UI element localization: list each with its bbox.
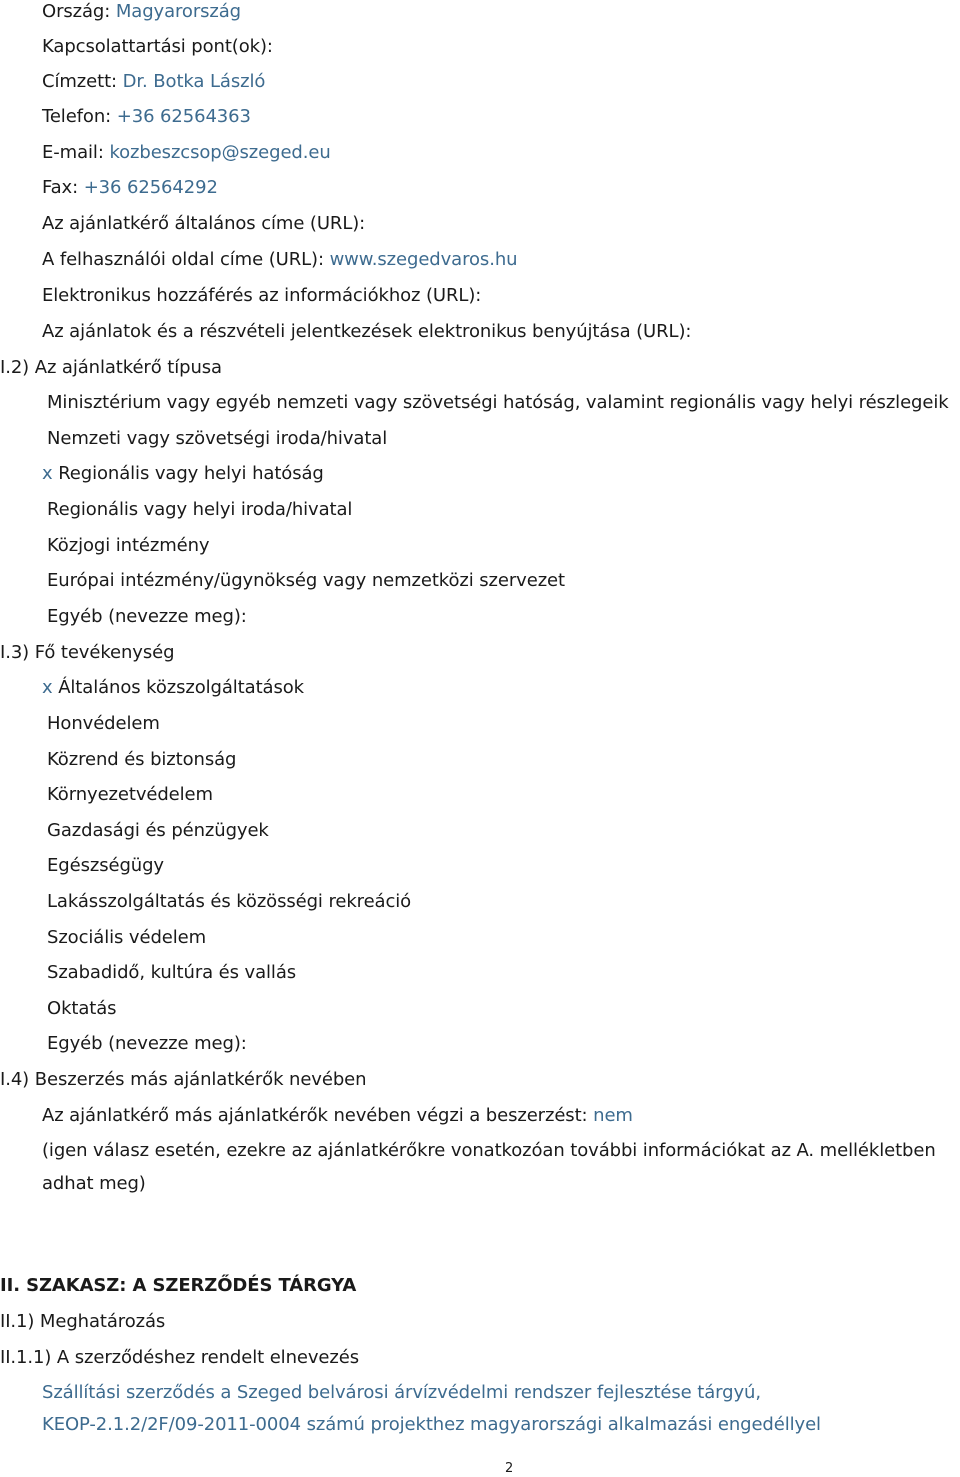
recipient-line — [42, 71, 265, 93]
email-line — [42, 142, 331, 164]
option-label: Környezetvédelem — [47, 784, 213, 805]
section-i2-title: I.2) Az ajánlatkérő típusa — [0, 357, 222, 378]
email-label: E-mail: — [42, 142, 104, 163]
option-label: Egészségügy — [47, 855, 164, 876]
option-label: Európai intézmény/ügynökség vagy nemzetközi szervezet — [47, 570, 565, 591]
i4-question: Az ajánlatkérő más ajánlatkérők nevében végzi a beszerzést: — [42, 1105, 588, 1126]
section-ii11-title: II.1.1) A szerződéshez rendelt elnevezés — [0, 1347, 359, 1368]
country-value: Magyarország — [115, 1, 242, 22]
option-label: Nemzeti vagy szövetségi iroda/hivatal — [47, 428, 388, 449]
check-mark: x — [42, 677, 53, 698]
user-url-label: A felhasználói oldal címe (URL): — [42, 249, 324, 270]
i2-option — [47, 499, 352, 521]
contact-points-label: Kapcsolattartási pont(ok): — [42, 36, 273, 57]
section-ii1-title: II.1) Meghatározás — [0, 1311, 166, 1332]
option-label: Egyéb (nevezze meg): — [47, 1033, 247, 1054]
i2-option — [47, 606, 247, 628]
user-url-line — [42, 249, 517, 271]
i3-option — [47, 927, 206, 949]
section-i3-title: I.3) Fő tevékenység — [0, 642, 175, 663]
section-ii-title: II. SZAKASZ: A SZERZŐDÉS TÁRGYA — [0, 1275, 357, 1296]
phone-value: +36 62564363 — [116, 106, 251, 127]
option-label: Általános közszolgáltatások — [58, 677, 304, 698]
phone-label: Telefon: — [42, 106, 112, 127]
page-number: 2 — [505, 1461, 514, 1476]
section-i4-title: I.4) Beszerzés más ajánlatkérők nevében — [0, 1069, 367, 1090]
option-label: Honvédelem — [47, 713, 160, 734]
i4-note-line2: adhat meg) — [42, 1173, 146, 1194]
country-label: Ország: — [42, 1, 111, 22]
fax-line — [42, 177, 218, 199]
i3-option — [47, 855, 164, 877]
i4-question-line — [42, 1105, 633, 1127]
option-label: Közjogi intézmény — [47, 535, 210, 556]
general-url-label: Az ajánlatkérő általános címe (URL): — [42, 213, 366, 234]
i4-note-line1: (igen válasz esetén, ezekre az ajánlatkérőkre vonatkozóan további információkat az A. mellékletben — [42, 1140, 936, 1161]
i3-option — [47, 784, 213, 806]
i3-option — [47, 713, 160, 735]
option-label: Regionális vagy helyi iroda/hivatal — [47, 499, 353, 520]
i3-option — [47, 962, 296, 984]
country-line — [42, 1, 241, 23]
option-label: Lakásszolgáltatás és közösségi rekreáció — [47, 891, 412, 912]
i2-option — [47, 392, 949, 414]
fax-value: +36 62564292 — [83, 177, 218, 198]
i4-answer: nem — [593, 1105, 633, 1126]
i3-option — [47, 749, 236, 771]
recipient-value: Dr. Botka László — [122, 71, 266, 92]
i3-option — [47, 820, 269, 842]
option-label: Szociális védelem — [47, 927, 207, 948]
i2-option — [47, 570, 565, 592]
option-label: Minisztérium vagy egyéb nemzeti vagy szövetségi hatóság, valamint regionális vagy helyi részlegeik — [47, 392, 949, 413]
user-url-value[interactable]: www.szegedvaros.hu — [329, 249, 518, 270]
contract-name-line1: Szállítási szerződés a Szeged belvárosi árvízvédelmi rendszer fejlesztése tárgyú, — [42, 1382, 761, 1403]
fax-label: Fax: — [42, 177, 79, 198]
submission-label: Az ajánlatok és a részvételi jelentkezések elektronikus benyújtása (URL): — [42, 321, 692, 342]
email-value[interactable]: kozbeszcsop@szeged.eu — [109, 142, 331, 163]
i3-option — [42, 677, 304, 699]
i2-option — [47, 535, 210, 557]
electronic-access-label: Elektronikus hozzáférés az információkhoz (URL): — [42, 285, 482, 306]
option-label: Közrend és biztonság — [47, 749, 237, 770]
i2-option — [47, 428, 387, 450]
i2-option — [42, 463, 324, 485]
option-label: Egyéb (nevezze meg): — [47, 606, 247, 627]
i3-option — [47, 998, 116, 1020]
i3-option — [47, 1033, 247, 1055]
recipient-label: Címzett: — [42, 71, 118, 92]
phone-line — [42, 106, 251, 128]
option-label: Regionális vagy helyi hatóság — [58, 463, 324, 484]
option-label: Oktatás — [47, 998, 117, 1019]
option-label: Gazdasági és pénzügyek — [47, 820, 269, 841]
check-mark: x — [42, 463, 53, 484]
option-label: Szabadidő, kultúra és vallás — [47, 962, 297, 983]
contract-name-line2: KEOP-2.1.2/2F/09-2011-0004 számú projekthez magyarországi alkalmazási engedéllyel — [42, 1414, 821, 1435]
i3-option — [47, 891, 411, 913]
